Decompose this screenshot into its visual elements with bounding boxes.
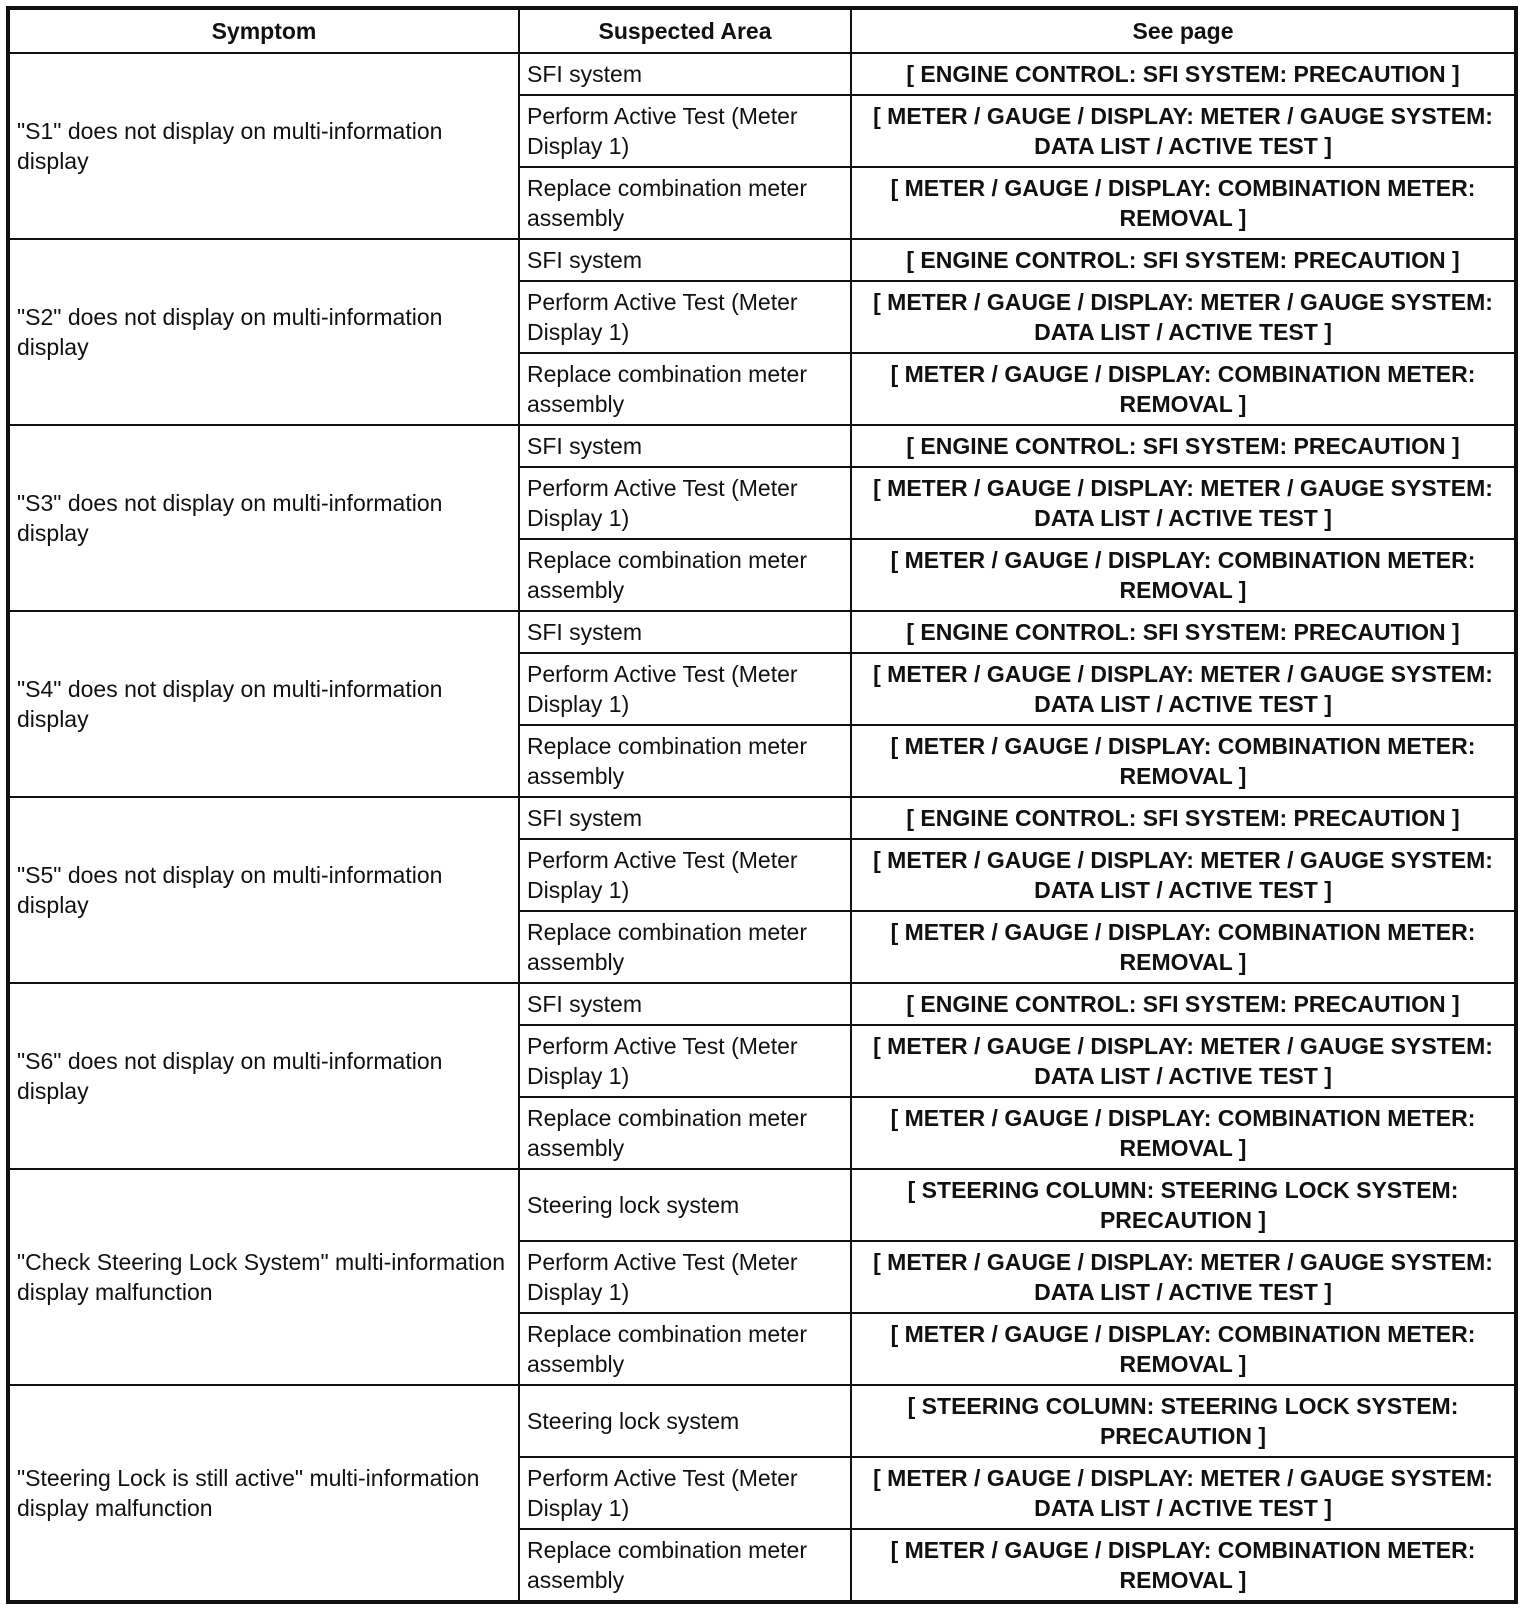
see-page-cell: [ METER / GAUGE / DISPLAY: METER / GAUGE SYSTEM: DATA LIST / ACTIVE TEST ] — [851, 839, 1516, 911]
see-page-cell: [ ENGINE CONTROL: SFI SYSTEM: PRECAUTION ] — [851, 611, 1516, 653]
suspected-area-cell: SFI system — [519, 53, 851, 95]
symptom-cell: "S4" does not display on multi-information display — [8, 611, 519, 797]
see-page-cell: [ METER / GAUGE / DISPLAY: METER / GAUGE SYSTEM: DATA LIST / ACTIVE TEST ] — [851, 1025, 1516, 1097]
table-row — [8, 611, 1516, 653]
table-row — [8, 797, 1516, 839]
suspected-area-cell: Steering lock system — [519, 1385, 851, 1457]
symptom-cell: "Check Steering Lock System" multi-information display malfunction — [8, 1169, 519, 1385]
table-row — [8, 1385, 1516, 1457]
see-page-cell: [ METER / GAUGE / DISPLAY: METER / GAUGE SYSTEM: DATA LIST / ACTIVE TEST ] — [851, 281, 1516, 353]
header-see-page: See page — [851, 8, 1516, 53]
suspected-area-cell: Replace combination meter assembly — [519, 911, 851, 983]
suspected-area-cell: Replace combination meter assembly — [519, 1097, 851, 1169]
symptom-cell: "S5" does not display on multi-information display — [8, 797, 519, 983]
suspected-area-cell: Perform Active Test (Meter Display 1) — [519, 1457, 851, 1529]
suspected-area-cell: Perform Active Test (Meter Display 1) — [519, 1025, 851, 1097]
suspected-area-cell: Replace combination meter assembly — [519, 353, 851, 425]
table-row — [8, 53, 1516, 95]
see-page-cell: [ METER / GAUGE / DISPLAY: COMBINATION METER: REMOVAL ] — [851, 167, 1516, 239]
see-page-cell: [ ENGINE CONTROL: SFI SYSTEM: PRECAUTION ] — [851, 425, 1516, 467]
header-suspected-area: Suspected Area — [519, 8, 851, 53]
see-page-cell: [ METER / GAUGE / DISPLAY: METER / GAUGE SYSTEM: DATA LIST / ACTIVE TEST ] — [851, 653, 1516, 725]
see-page-cell: [ METER / GAUGE / DISPLAY: COMBINATION METER: REMOVAL ] — [851, 539, 1516, 611]
see-page-cell: [ METER / GAUGE / DISPLAY: METER / GAUGE SYSTEM: DATA LIST / ACTIVE TEST ] — [851, 467, 1516, 539]
see-page-cell: [ ENGINE CONTROL: SFI SYSTEM: PRECAUTION ] — [851, 53, 1516, 95]
suspected-area-cell: Perform Active Test (Meter Display 1) — [519, 95, 851, 167]
see-page-cell: [ METER / GAUGE / DISPLAY: METER / GAUGE SYSTEM: DATA LIST / ACTIVE TEST ] — [851, 1457, 1516, 1529]
table-row — [8, 239, 1516, 281]
table-body — [8, 53, 1516, 1602]
table-row — [8, 425, 1516, 467]
see-page-cell: [ METER / GAUGE / DISPLAY: COMBINATION METER: REMOVAL ] — [851, 1313, 1516, 1385]
see-page-cell: [ STEERING COLUMN: STEERING LOCK SYSTEM: PRECAUTION ] — [851, 1169, 1516, 1241]
symptom-cell: "Steering Lock is still active" multi-information display malfunction — [8, 1385, 519, 1602]
document-page — [6, 6, 1514, 1604]
see-page-cell: [ METER / GAUGE / DISPLAY: COMBINATION METER: REMOVAL ] — [851, 1529, 1516, 1602]
suspected-area-cell: Replace combination meter assembly — [519, 1313, 851, 1385]
see-page-cell: [ ENGINE CONTROL: SFI SYSTEM: PRECAUTION ] — [851, 983, 1516, 1025]
suspected-area-cell: Replace combination meter assembly — [519, 1529, 851, 1602]
see-page-cell: [ METER / GAUGE / DISPLAY: METER / GAUGE SYSTEM: DATA LIST / ACTIVE TEST ] — [851, 1241, 1516, 1313]
see-page-cell: [ METER / GAUGE / DISPLAY: COMBINATION METER: REMOVAL ] — [851, 1097, 1516, 1169]
symptom-cell: "S1" does not display on multi-information display — [8, 53, 519, 239]
suspected-area-cell: Replace combination meter assembly — [519, 539, 851, 611]
see-page-cell: [ METER / GAUGE / DISPLAY: COMBINATION METER: REMOVAL ] — [851, 725, 1516, 797]
suspected-area-cell: Perform Active Test (Meter Display 1) — [519, 281, 851, 353]
see-page-cell: [ ENGINE CONTROL: SFI SYSTEM: PRECAUTION ] — [851, 239, 1516, 281]
suspected-area-cell: Replace combination meter assembly — [519, 167, 851, 239]
see-page-cell: [ METER / GAUGE / DISPLAY: METER / GAUGE SYSTEM: DATA LIST / ACTIVE TEST ] — [851, 95, 1516, 167]
suspected-area-cell: Perform Active Test (Meter Display 1) — [519, 839, 851, 911]
suspected-area-cell: Perform Active Test (Meter Display 1) — [519, 653, 851, 725]
see-page-cell: [ METER / GAUGE / DISPLAY: COMBINATION METER: REMOVAL ] — [851, 911, 1516, 983]
header-row — [8, 8, 1516, 53]
table-row — [8, 983, 1516, 1025]
suspected-area-cell: SFI system — [519, 797, 851, 839]
table-row — [8, 1169, 1516, 1241]
suspected-area-cell: SFI system — [519, 425, 851, 467]
suspected-area-cell: SFI system — [519, 239, 851, 281]
symptom-cell: "S6" does not display on multi-information display — [8, 983, 519, 1169]
suspected-area-cell: SFI system — [519, 611, 851, 653]
see-page-cell: [ METER / GAUGE / DISPLAY: COMBINATION METER: REMOVAL ] — [851, 353, 1516, 425]
suspected-area-cell: Replace combination meter assembly — [519, 725, 851, 797]
symptom-table — [6, 6, 1518, 1604]
symptom-cell: "S3" does not display on multi-information display — [8, 425, 519, 611]
suspected-area-cell: SFI system — [519, 983, 851, 1025]
suspected-area-cell: Perform Active Test (Meter Display 1) — [519, 1241, 851, 1313]
suspected-area-cell: Perform Active Test (Meter Display 1) — [519, 467, 851, 539]
see-page-cell: [ STEERING COLUMN: STEERING LOCK SYSTEM: PRECAUTION ] — [851, 1385, 1516, 1457]
see-page-cell: [ ENGINE CONTROL: SFI SYSTEM: PRECAUTION ] — [851, 797, 1516, 839]
suspected-area-cell: Steering lock system — [519, 1169, 851, 1241]
header-symptom: Symptom — [8, 8, 519, 53]
symptom-cell: "S2" does not display on multi-information display — [8, 239, 519, 425]
